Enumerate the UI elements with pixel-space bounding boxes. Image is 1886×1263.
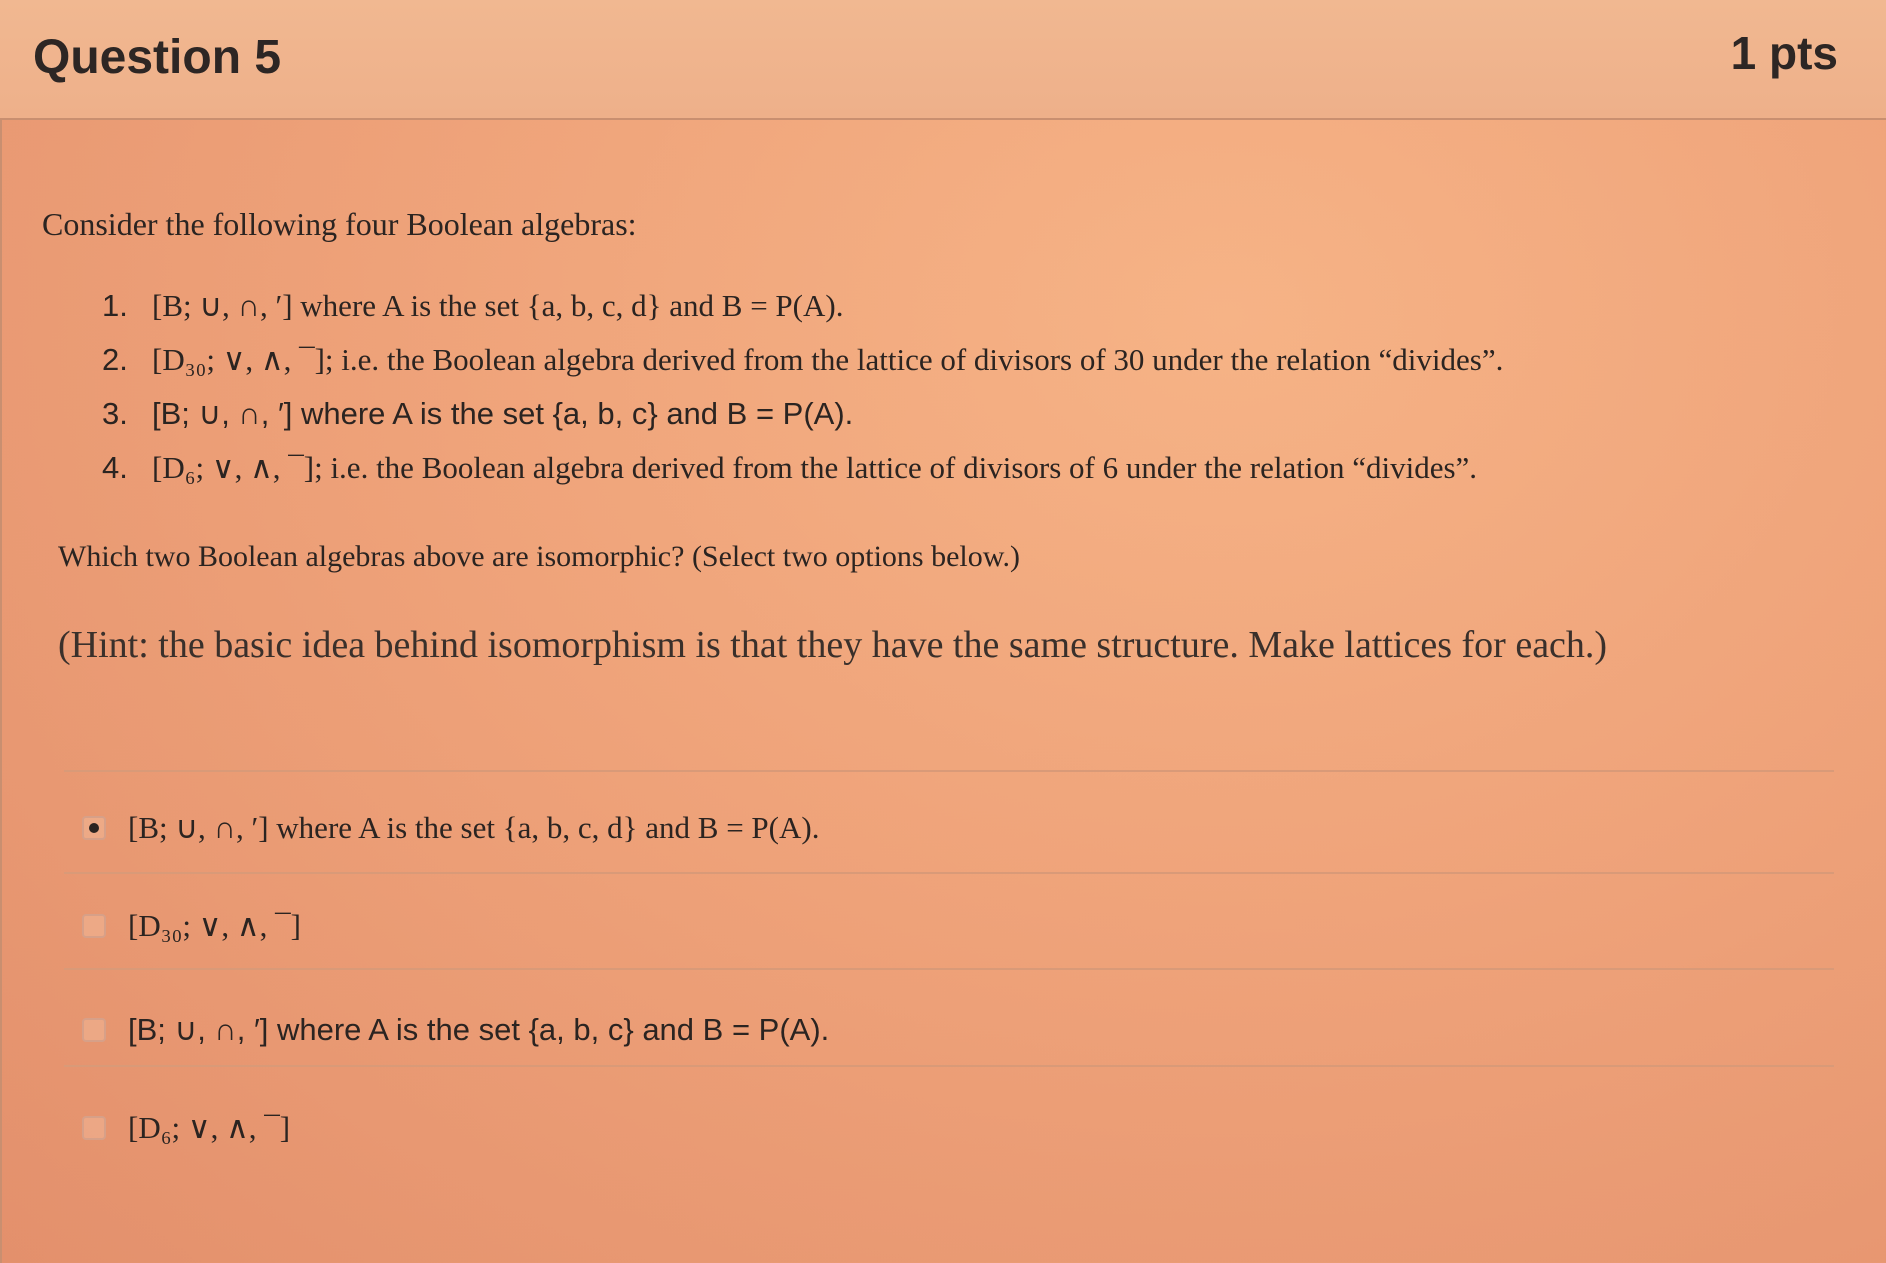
answer-divider [64,872,1834,874]
algebra-text: [B; ∪, ∩, ′] where A is the set {a, b, c} and B = P(A). [152,396,854,431]
algebra-item-1 [102,288,1503,342]
algebra-text: [B; ∪, ∩, ′] where A is the set {a, b, c, d} and B = P(A). [152,288,844,323]
answer-option-3[interactable] [82,1000,829,1060]
algebra-number: 2. [102,342,128,377]
checkbox-unchecked[interactable] [82,1116,106,1140]
question-body [0,120,1886,1263]
answer-label[interactable]: [D₆; ∨, ∧, ¯] [128,1110,291,1145]
algebra-item-2 [102,342,1503,396]
question-header [0,0,1886,120]
algebra-text: [D₃₀; ∨, ∧, ¯]; i.e. the Boolean algebra derived from the lattice of divisors of 30 under the relation “divides”. [152,342,1504,377]
question-title: Question 5 [33,31,282,84]
question-hint: (Hint: the basic idea behind isomorphism is that they have the same structure. Make lattices for each.) [58,624,1608,666]
algebra-number: 4. [102,450,128,485]
answer-divider [64,1065,1834,1067]
checkbox-unchecked[interactable] [82,914,106,938]
checkbox-checked[interactable] [82,816,106,840]
checkbox-unchecked[interactable] [82,1018,106,1042]
question-intro: Consider the following four Boolean algebras: [42,206,637,242]
question-prompt: Which two Boolean algebras above are isomorphic? (Select two options below.) [58,540,1020,573]
algebra-text: [D₆; ∨, ∧, ¯]; i.e. the Boolean algebra derived from the lattice of divisors of 6 under the relation “divides”. [152,450,1478,485]
algebra-number: 3. [102,396,128,431]
algebra-number: 1. [102,288,128,323]
answer-label[interactable]: [D₃₀; ∨, ∧, ¯] [128,908,301,943]
answer-option-1[interactable] [82,798,819,858]
answer-divider [64,968,1834,970]
question-points: 1 pts [1730,27,1838,79]
answer-option-2[interactable] [82,896,301,956]
algebra-item-4 [102,450,1503,504]
algebra-list [102,288,1503,504]
answer-option-4[interactable] [82,1098,290,1158]
answer-label[interactable]: [B; ∪, ∩, ′] where A is the set {a, b, c} and B = P(A). [128,1012,830,1047]
answer-divider [64,770,1834,772]
answer-label[interactable]: [B; ∪, ∩, ′] where A is the set {a, b, c, d} and B = P(A). [128,810,820,845]
algebra-item-3 [102,396,1503,450]
